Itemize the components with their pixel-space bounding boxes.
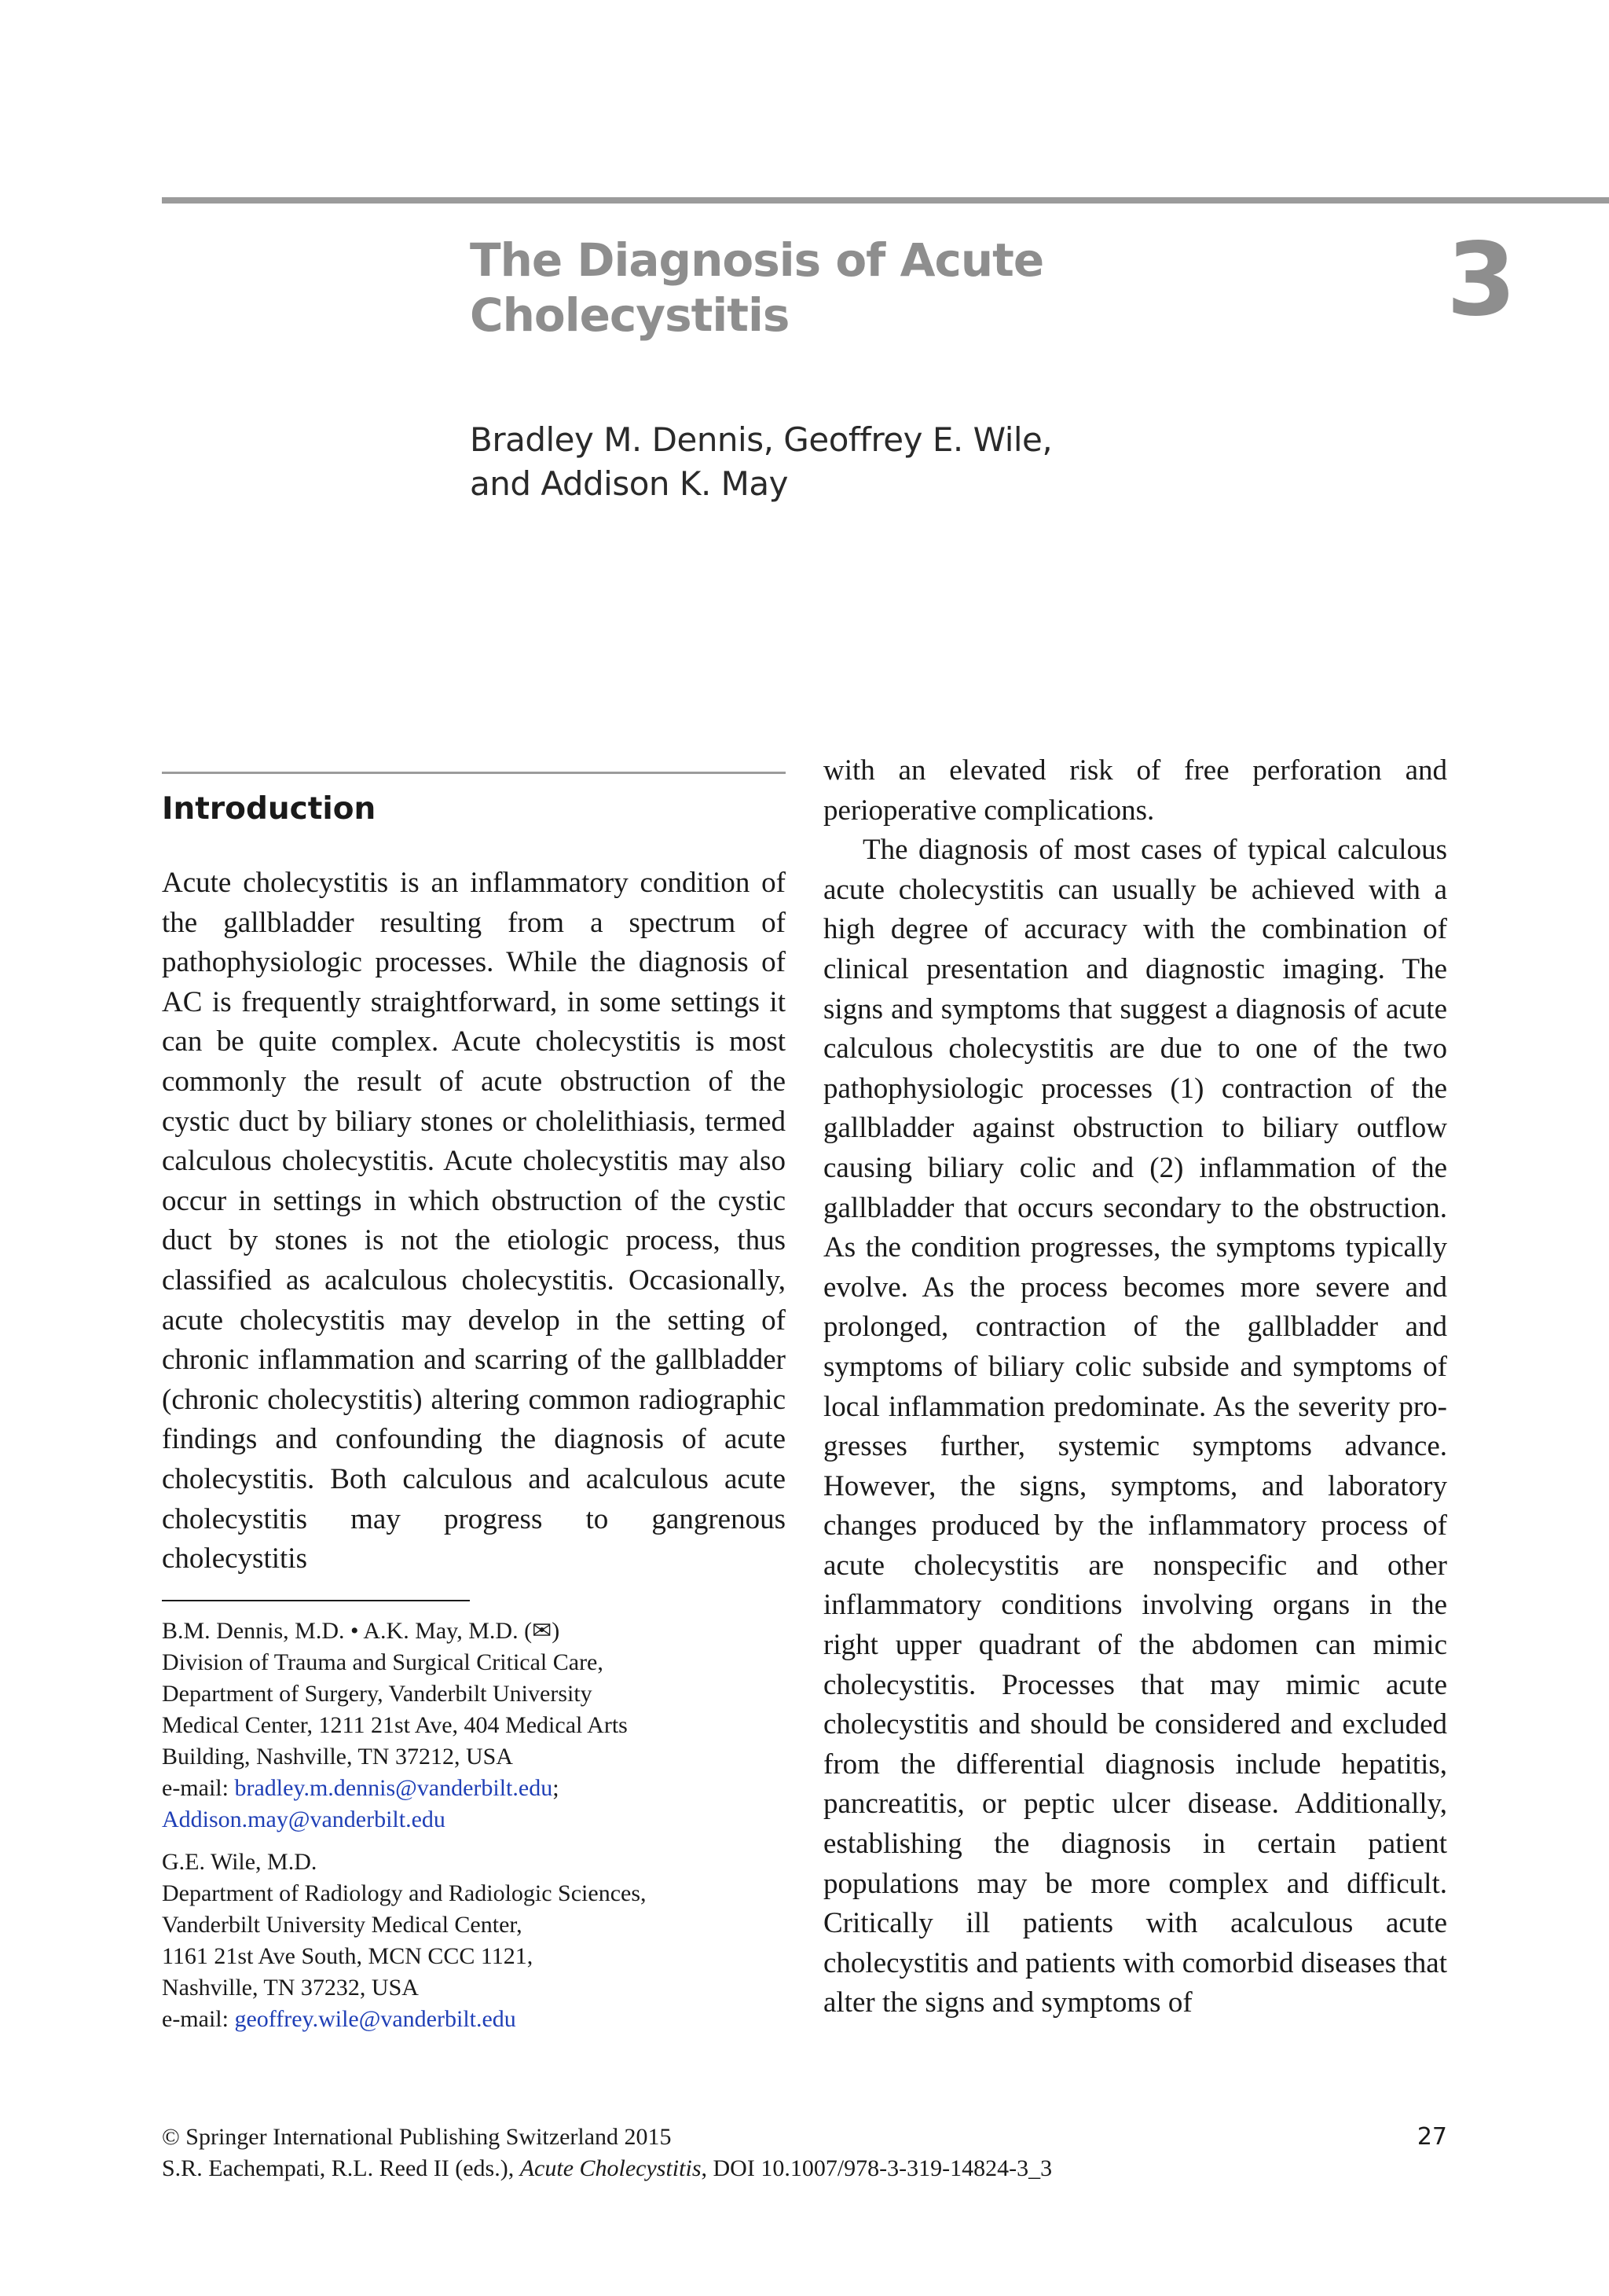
affiliation-wile [162,1847,786,2035]
section-heading-introduction: Introduction [162,791,376,827]
affiliation-2-line-2: Department of Radiology and Radiologic Sciences, [162,1880,647,1906]
affiliation-2-line-3: Vanderbilt University Medical Center, [162,1911,522,1938]
copyright-line: © Springer International Publishing Switzerland 2015 [162,2124,672,2150]
affiliation-2-email-line [162,2004,786,2035]
affiliation-2-line-1: G.E. Wile, M.D. [162,1848,317,1875]
page-footer [162,2122,1052,2184]
authors-line-2: and Addison K. May [470,464,788,503]
affiliation-1-line-4: Medical Center, 1211 21st Ave, 404 Medical Arts [162,1711,628,1738]
authors-line-1: Bradley M. Dennis, Geoffrey E. Wile, [470,420,1053,459]
email-separator: ; [552,1774,559,1801]
section-rule [162,772,786,774]
body-paragraph-2: The diagnosis of most cases of typical calculous acute cholecystitis can usually be achieved with a high degree of accuracy with the combination of clinical presentation and diagnostic imaging. The signs and symptoms that suggest a diagnosis of acute calculous cholecystitis are due to one of the two pathophysiologic processes (1) contraction of the gallbladder against obstruction to biliary outflow causing biliary colic and (2) inflammation of the gallbladder that occurs secondary to the obstruction. As the condition progresses, the symptoms typically evolve. As the process becomes more severe and prolonged, contraction of the gallbladder and symptoms of biliary colic subside and symptoms of local inflammation predominate. As the severity progresses further, systemic symptoms advance. However, the signs, symptoms, and laboratory changes produced by the inflammatory process of acute cholecystitis are nonspecific and other inflammatory conditions involving organs in the right upper quadrant of the abdomen can mimic cholecystitis. Processes that may mimic acute cholecystitis and should be considered and excluded from the differential diagnosis include hepatitis, pancreatitis, or peptic ulcer disease. Additionally, establishing the diagnosis in certain patient populations may be more complex and difficult. Critically ill patients with acalculous acute cholecystitis and patients with comorbid diseases that alter the signs and symptoms of [823,834,1447,2019]
citation-book-title: Acute Cholecystitis [519,2155,702,2181]
email-label: e-mail: [162,1774,235,1801]
affiliation-1-line-3: Department of Surgery, Vanderbilt University [162,1680,592,1707]
left-column [162,772,786,2035]
affiliation-1-line-5: Building, Nashville, TN 37212, USA [162,1743,513,1770]
affiliation-dennis-may [162,1616,786,1836]
introduction-paragraph: Acute cholecystitis is an inflammatory condition of the gallbladder resulting from a spectrum of pathophysiologic processes. While the diagnosis of AC is frequently straightforward, in some settings it can be quite complex. Acute cholecystitis is most commonly the result of acute obstruction of the cystic duct by biliary stones or cholelithiasis, termed calculous cholecystitis. Acute cholecystitis may also occur in settings in which obstruction of the cystic duct by stones is not the etiologic process, thus classified as acalculous cholecystitis. Occasionally, acute cholecystitis may develop in the setting of chronic inflammation and scarring of the gallbladder (chronic cholecystitis) altering common radiographic findings and confounding the diagnosis of acute cholecystitis. Both calculous and acalculous acute cholecystitis may progress to gangrenous cholecystitis [162,867,786,1575]
affiliation-2-line-4: 1161 21st Ave South, MCN CCC 1121, [162,1942,533,1969]
affiliation-2-line-5: Nashville, TN 37232, USA [162,1974,419,2001]
email-label: e-mail: [162,2005,235,2032]
affiliation-1-line-2: Division of Trauma and Surgical Critical Care, [162,1649,603,1675]
email-link-wile[interactable]: geoffrey.wile@vanderbilt.edu [234,2005,516,2032]
citation-prefix: S.R. Eachempati, R.L. Reed II (eds.), [162,2155,520,2181]
chapter-top-rule [162,197,1609,204]
chapter-title-line-2: Cholecystitis [470,288,790,342]
footnote-rule [162,1600,470,1601]
citation-line [162,2153,1052,2184]
body-paragraph-1: with an elevated risk of free perforation and perioperative complications. [823,754,1447,827]
chapter-title [470,233,1177,343]
email-link-may[interactable]: Addison.may@vanderbilt.edu [162,1806,445,1832]
affiliation-1-line-1: B.M. Dennis, M.D. • A.K. May, M.D. (✉) [162,1617,560,1644]
right-column [823,751,1447,2023]
citation-doi: , DOI 10.1007/978-3-319-14824-3_3 [701,2155,1053,2181]
chapter-authors [470,418,1177,506]
affiliation-1-email-line [162,1773,786,1804]
chapter-title-line-1: The Diagnosis of Acute [470,233,1044,287]
chapter-number: 3 [1446,222,1516,339]
page-number: 27 [1417,2123,1447,2151]
email-link-dennis[interactable]: bradley.m.dennis@vanderbilt.edu [234,1774,553,1801]
